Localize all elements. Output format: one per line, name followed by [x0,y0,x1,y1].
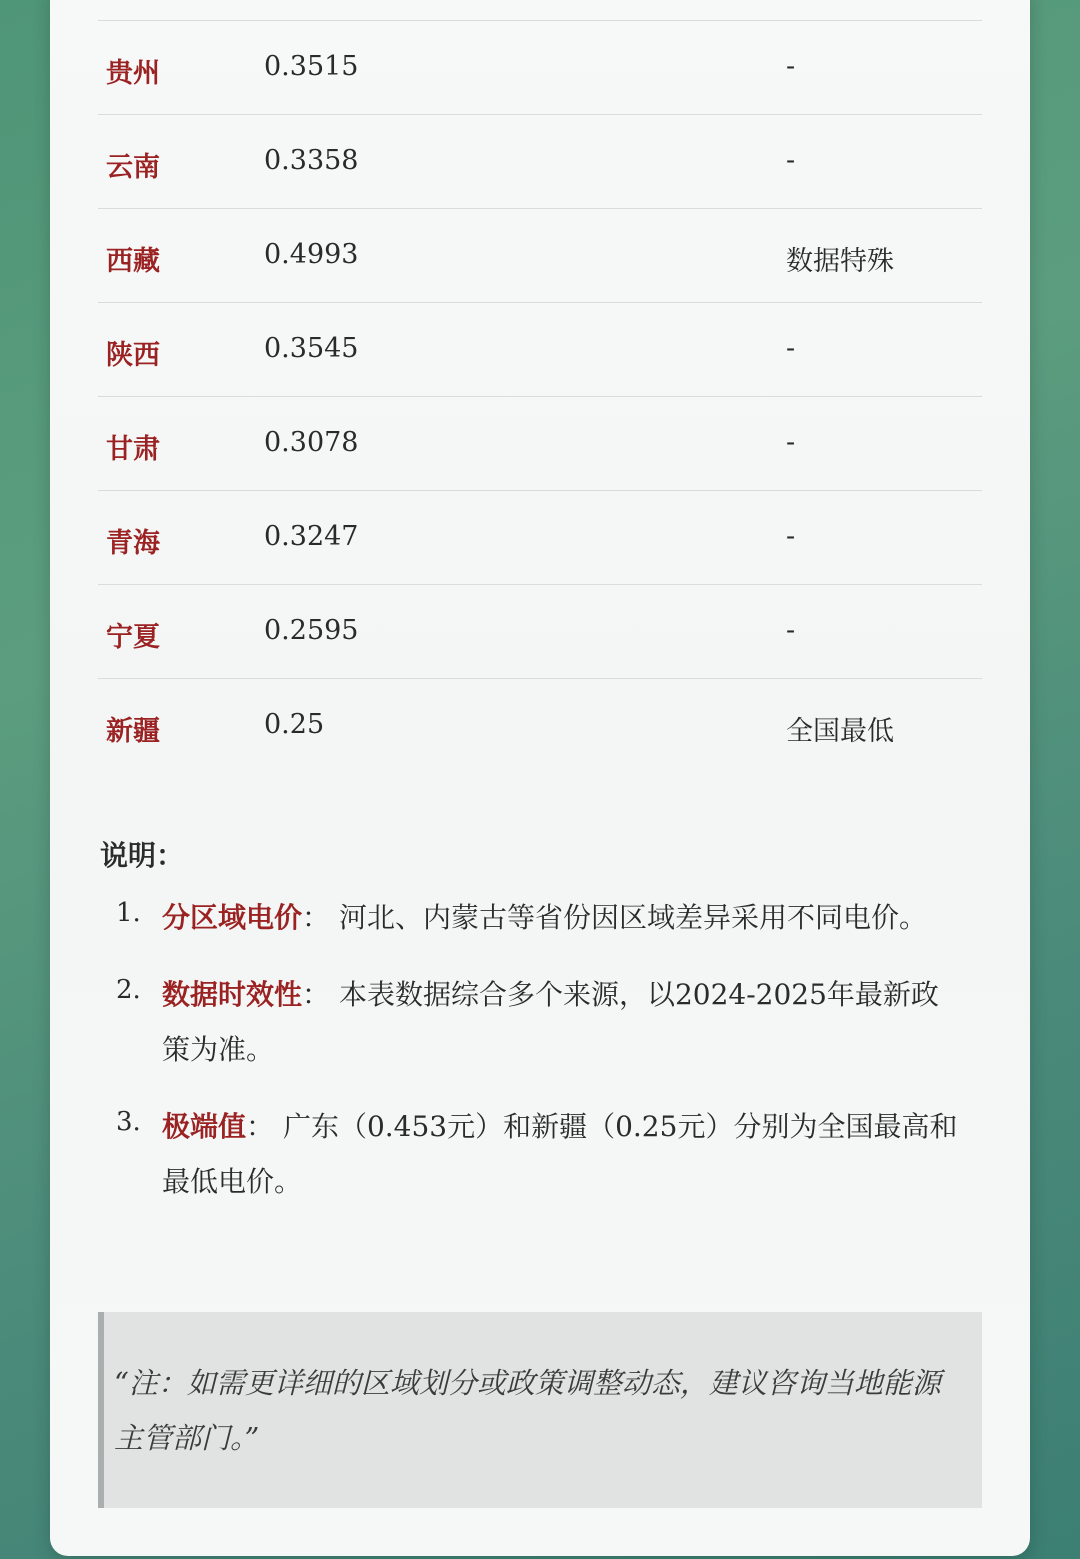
price-cell: 0.25 [264,709,325,740]
note-cell: - [786,333,796,364]
note-separator: ： [302,901,331,934]
note-cell: - [786,51,796,82]
province-cell: 青海 [106,528,160,559]
province-cell: 宁夏 [106,622,160,653]
price-cell: 0.2595 [264,615,359,646]
table-row [98,490,982,584]
note-keyword: 极端值 [162,1110,247,1143]
province-cell: 新疆 [106,716,160,747]
content-card [50,0,1030,1556]
table-row [98,208,982,302]
note-cell: - [786,521,796,552]
note-cell: - [786,427,796,458]
note-cell: - [786,145,796,176]
price-cell: 0.3545 [264,333,359,364]
price-cell: 0.3078 [264,427,359,458]
province-cell: 西藏 [106,246,160,277]
quote-text: “注：如需更详细的区域划分或政策调整动态，建议咨询当地能源主管部门。” [114,1366,941,1455]
note-text: 广东（0.453元）和新疆（0.25元）分别为全国最高和最低电价。 [162,1110,958,1198]
list-item [116,890,966,945]
note-separator: ： [246,1110,275,1143]
province-cell: 贵州 [106,58,160,89]
table-row [98,20,982,114]
note-keyword: 数据时效性 [162,978,303,1011]
list-number: 3. [116,1107,141,1137]
note-text: 本表数据综合多个来源，以2024-2025年最新政策为准。 [162,978,939,1066]
note-text: 河北、内蒙古等省份因区域差异采用不同电价。 [338,901,927,934]
list-item [116,967,966,1077]
price-cell: 0.4993 [264,239,359,270]
list-number: 2. [116,975,141,1005]
note-cell: 数据特殊 [786,246,894,277]
blockquote [98,1312,982,1508]
list-number: 1. [116,898,141,928]
province-cell: 陕西 [106,340,160,371]
notes-heading: 说明： [100,839,185,872]
table-row [98,584,982,678]
price-table [98,20,982,772]
note-cell: 全国最低 [786,716,894,747]
province-cell: 甘肃 [106,434,160,465]
list-item [116,1099,966,1209]
note-keyword: 分区域电价 [162,901,303,934]
notes-list [116,890,966,1231]
price-cell: 0.3515 [264,51,359,82]
note-cell: - [786,615,796,646]
price-cell: 0.3358 [264,145,359,176]
price-cell: 0.3247 [264,521,359,552]
table-row [98,678,982,772]
table-row [98,396,982,490]
province-cell: 云南 [106,152,160,183]
table-row [98,302,982,396]
table-row [98,114,982,208]
note-separator: ： [302,978,331,1011]
